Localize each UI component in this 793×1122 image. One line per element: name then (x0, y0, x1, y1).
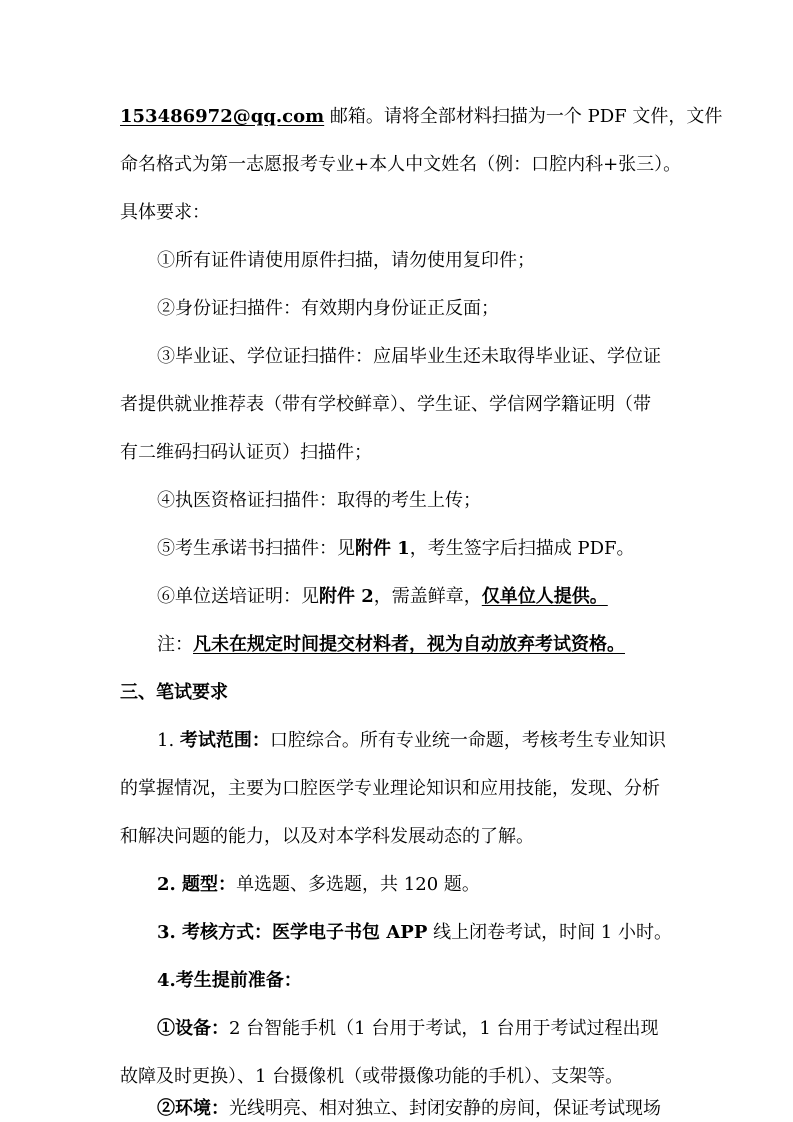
exam-scope-text: 口腔综合。所有专业统一命题，考核考生专业知识 (269, 730, 666, 751)
environment-label: ②环境： (157, 1098, 229, 1119)
environment-line-1 (157, 1096, 661, 1122)
item-5-text-c: ，考生签字后扫描成 PDF。 (409, 538, 635, 559)
requirement-item-3-line-3: 有二维码扫码认证页）扫描件； (120, 442, 372, 463)
attachment-2-ref: 附件 2 (319, 586, 374, 607)
note-line (157, 632, 625, 658)
note-label: 注： (157, 634, 193, 655)
equipment-text: 2 台智能手机（1 台用于考试，1 台用于考试过程出现 (229, 1018, 659, 1039)
requirement-item-3-line-2: 者提供就业推荐表（带有学校鲜章）、学生证、学信网学籍证明（带 (120, 394, 651, 415)
item-6-text-c: ，需盖鲜章， (373, 586, 482, 607)
requirement-item-4: ④执医资格证扫描件：取得的考生上传； (157, 490, 481, 511)
section-heading: 三、笔试要求 (120, 682, 228, 703)
exam-scope-line-1 (157, 728, 666, 754)
item-6-text-a: ⑥单位送培证明：见 (157, 586, 319, 607)
exam-method-text: 线上闭卷考试，时间 1 小时。 (427, 922, 672, 943)
email-address: 153486972@qq.com (120, 106, 325, 127)
question-type-text: 单选题、多选题，共 120 题。 (236, 874, 480, 895)
requirement-item-6 (157, 584, 608, 610)
question-type-line (157, 872, 480, 898)
requirement-item-3-line-1: ③毕业证、学位证扫描件：应届毕业生还未取得毕业证、学位证 (157, 346, 661, 367)
exam-scope-label: 考试范围： (179, 730, 270, 751)
paragraph-text: 邮箱。请将全部材料扫描为一个 PDF 文件，文件 (324, 106, 723, 127)
exam-scope-number: 1. (157, 730, 180, 751)
exam-method-label: 3. 考核方式：医学电子书包 APP (157, 922, 428, 943)
equipment-line-1 (157, 1016, 659, 1042)
equipment-line-2: 故障及时更换）、1 台摄像机（或带摄像功能的手机）、支架等。 (120, 1066, 624, 1087)
exam-scope-line-2: 的掌握情况，主要为口腔医学专业理论知识和应用技能，发现、分析 (120, 778, 660, 799)
paragraph-line-2: 命名格式为第一志愿报考专业+本人中文姓名（例：口腔内科+张三）。 (120, 154, 682, 175)
preparation-heading: 4.考生提前准备： (157, 970, 302, 991)
paragraph-line-3: 具体要求： (120, 202, 210, 223)
item-6-emphasis: 仅单位人提供。 (481, 586, 608, 607)
exam-method-line (157, 920, 672, 946)
requirement-item-1: ①所有证件请使用原件扫描，请勿使用复印件； (157, 250, 535, 271)
exam-scope-line-3: 和解决问题的能力，以及对本学科发展动态的了解。 (120, 826, 534, 847)
requirement-item-2: ②身份证扫描件：有效期内身份证正反面； (157, 298, 499, 319)
question-type-label: 2. 题型： (157, 874, 237, 895)
item-5-text-a: ⑤考生承诺书扫描件：见 (157, 538, 355, 559)
paragraph-line-1 (120, 104, 722, 130)
environment-text: 光线明亮、相对独立、封闭安静的房间，保证考试现场 (229, 1098, 661, 1119)
note-emphasis: 凡未在规定时间提交材料者，视为自动放弃考试资格。 (193, 634, 625, 655)
requirement-item-5 (157, 536, 635, 562)
equipment-label: ①设备： (157, 1018, 229, 1039)
attachment-1-ref: 附件 1 (355, 538, 410, 559)
